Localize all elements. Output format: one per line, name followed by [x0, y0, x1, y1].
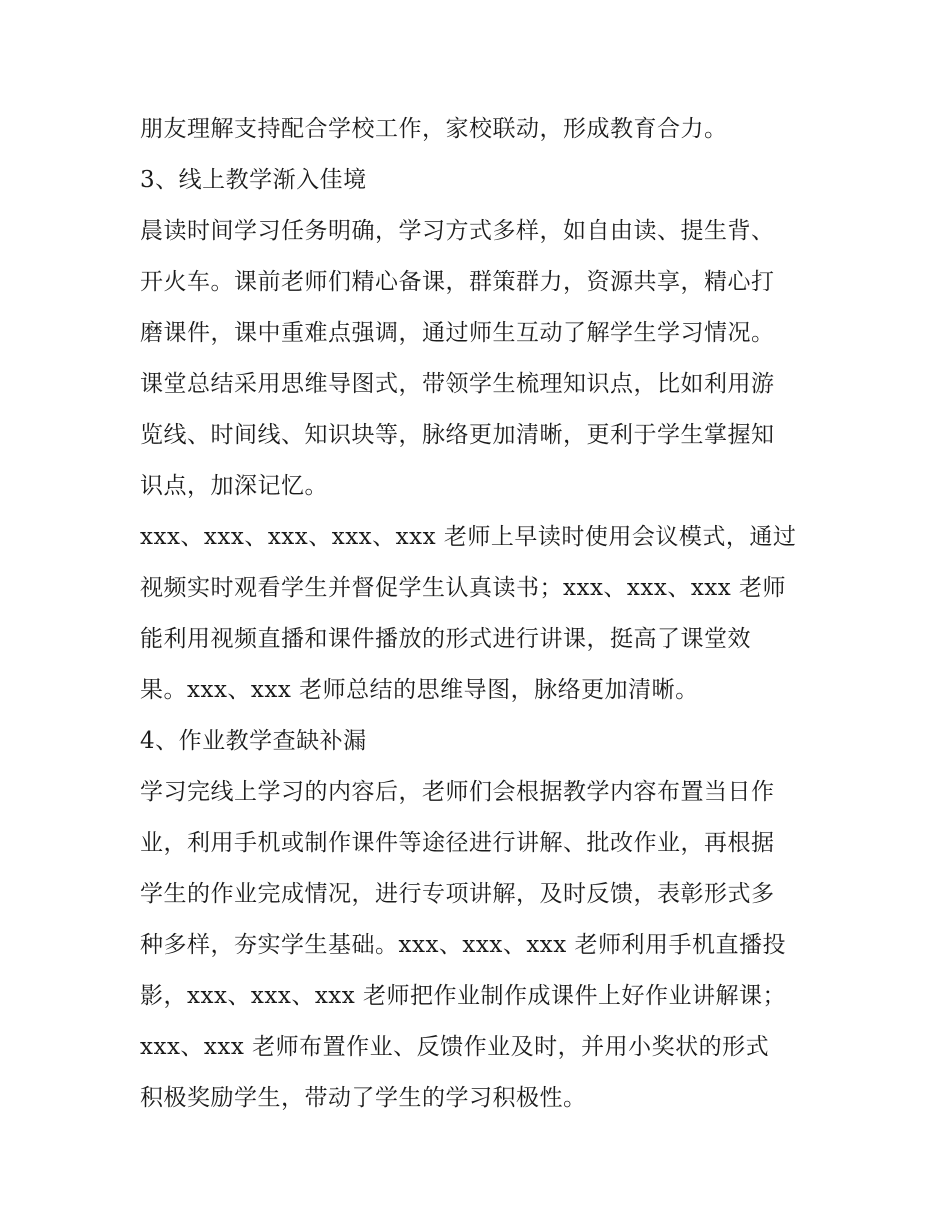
paragraph-line: 业，利用手机或制作课件等途径进行讲解、批改作业，再根据 [140, 830, 775, 856]
section-heading-4: 4、作业教学查缺补漏 [140, 728, 367, 754]
paragraph-line: xxx、xxx、xxx、xxx、xxx 老师上早读时使用会议模式，通过 [140, 524, 797, 550]
section-heading-3: 3、线上教学渐入佳境 [140, 167, 367, 193]
paragraph-line: 晨读时间学习任务明确，学习方式多样，如自由读、提生背、 [140, 218, 775, 244]
paragraph-line: 能利用视频直播和课件播放的形式进行讲课，挺高了课堂效 [140, 626, 751, 652]
document-body [140, 104, 820, 1124]
paragraph-line: xxx、xxx 老师布置作业、反馈作业及时，并用小奖状的形式 [140, 1034, 770, 1060]
paragraph-line: 影，xxx、xxx、xxx 老师把作业制作成课件上好作业讲解课； [140, 983, 787, 1009]
paragraph-line: 课堂总结采用思维导图式，带领学生梳理知识点，比如利用游 [140, 371, 775, 397]
paragraph-line: 览线、时间线、知识块等，脉络更加清晰，更利于学生掌握知 [140, 422, 775, 448]
paragraph-line: 学生的作业完成情况，进行专项讲解，及时反馈，表彰形式多 [140, 881, 775, 907]
paragraph-line: 种多样，夯实学生基础。xxx、xxx、xxx 老师利用手机直播投 [140, 932, 787, 958]
paragraph-line: 视频实时观看学生并督促学生认真读书；xxx、xxx、xxx 老师 [140, 575, 787, 601]
paragraph-line: 识点，加深记忆。 [140, 473, 328, 499]
paragraph-line: 学习完线上学习的内容后，老师们会根据教学内容布置当日作 [140, 779, 775, 805]
paragraph-line: 磨课件，课中重难点强调，通过师生互动了解学生学习情况。 [140, 320, 775, 346]
paragraph-line: 朋友理解支持配合学校工作，家校联动，形成教育合力。 [140, 116, 728, 142]
paragraph-line: 开火车。课前老师们精心备课，群策群力，资源共享，精心打 [140, 269, 775, 295]
paragraph-line: 果。xxx、xxx 老师总结的思维导图，脉络更加清晰。 [140, 677, 699, 703]
paragraph-line: 积极奖励学生，带动了学生的学习积极性。 [140, 1085, 587, 1111]
